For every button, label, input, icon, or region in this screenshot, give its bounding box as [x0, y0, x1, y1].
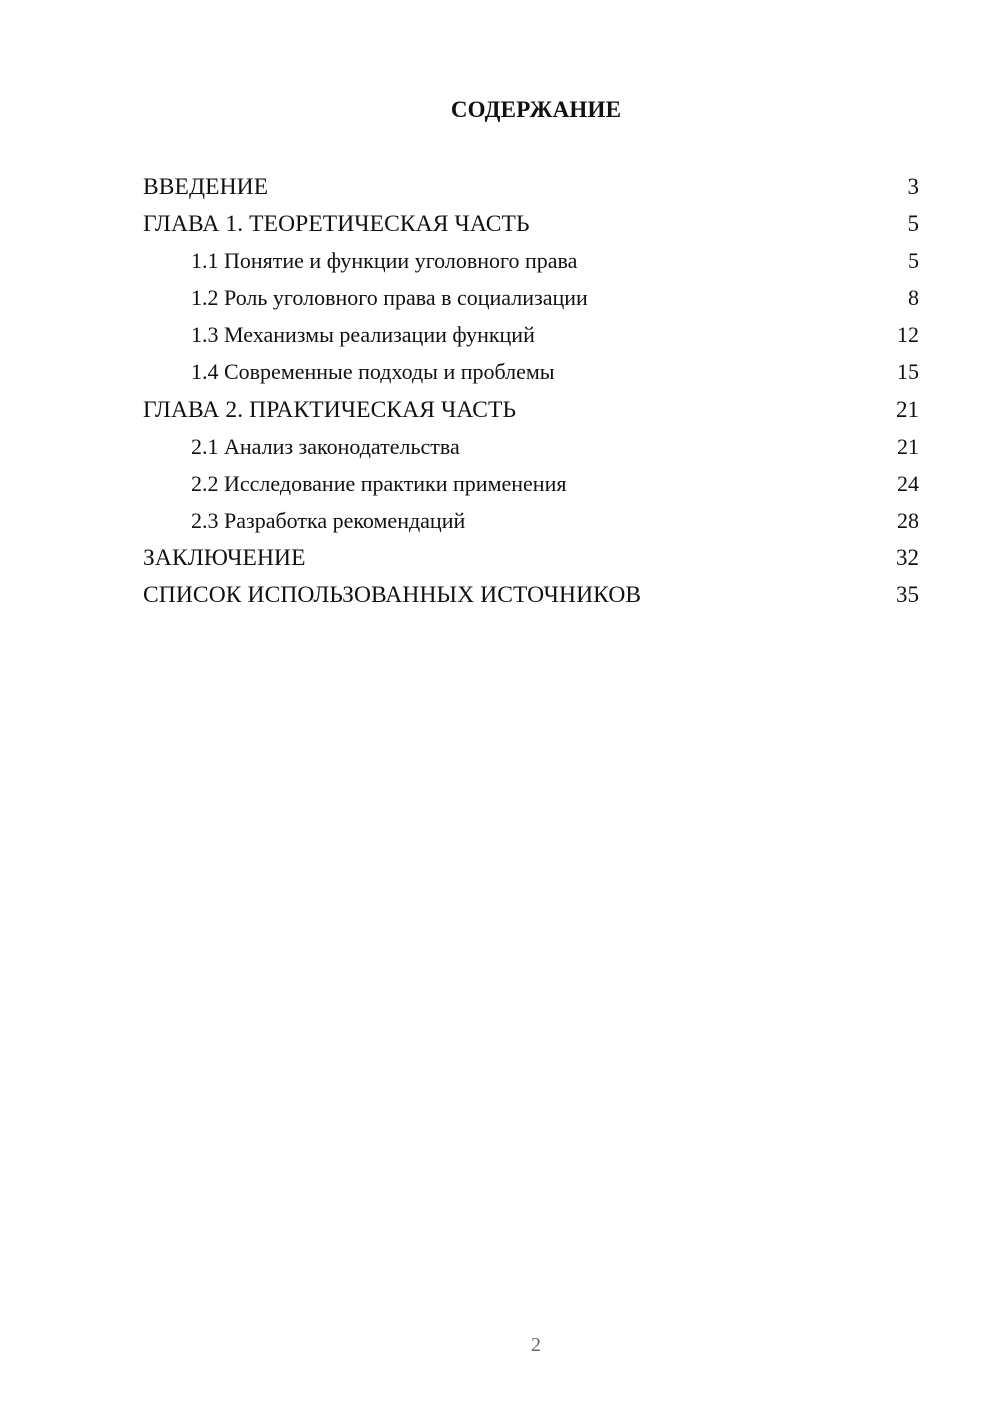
toc-item-label: ВВЕДЕНИЕ	[143, 174, 269, 200]
toc-item-page: 15	[897, 359, 919, 385]
toc-item-label: 1.3 Механизмы реализации функций	[191, 322, 535, 348]
toc-item-page: 8	[908, 285, 919, 311]
toc-item-section-2-3[interactable]	[143, 502, 919, 539]
toc-item-label: 2.3 Разработка рекомендаций	[191, 507, 466, 533]
toc-item-section-1-1[interactable]	[143, 242, 919, 279]
toc-item-page: 3	[907, 174, 919, 199]
toc-item-label: ГЛАВА 2. ПРАКТИЧЕСКАЯ ЧАСТЬ	[143, 396, 517, 423]
toc-item-label: 1.2 Роль уголовного права в социализации	[191, 285, 588, 311]
toc-item-page: 12	[897, 322, 919, 348]
toc-item-page: 21	[896, 396, 919, 422]
toc-item-chapter-2[interactable]	[143, 391, 919, 428]
toc-item-label: СПИСОК ИСПОЛЬЗОВАННЫХ ИСТОЧНИКОВ	[143, 582, 642, 609]
page-number: 2	[531, 1334, 541, 1356]
toc-item-references[interactable]	[143, 576, 919, 613]
toc-item-section-2-2[interactable]	[143, 465, 919, 502]
toc-item-page: 28	[897, 507, 919, 533]
page-title: СОДЕРЖАНИЕ	[450, 97, 622, 122]
table-of-contents	[143, 168, 919, 613]
toc-item-page: 32	[896, 544, 919, 570]
toc-item-conclusion[interactable]	[143, 539, 919, 576]
toc-item-label: 1.4 Современные подходы и проблемы	[191, 359, 555, 385]
toc-item-section-1-3[interactable]	[143, 316, 919, 353]
toc-item-label: 1.1 Понятие и функции уголовного права	[191, 248, 578, 274]
toc-item-label: ЗАКЛЮЧЕНИЕ	[143, 544, 306, 571]
toc-item-label: 2.2 Исследование практики применения	[191, 470, 567, 496]
toc-item-introduction[interactable]	[143, 168, 919, 205]
toc-item-section-1-4[interactable]	[143, 353, 919, 390]
toc-item-label: 2.1 Анализ законодательства	[191, 433, 460, 459]
toc-item-page: 35	[896, 582, 919, 608]
toc-item-page: 21	[897, 433, 919, 459]
toc-item-chapter-1[interactable]	[143, 205, 919, 242]
toc-item-section-2-1[interactable]	[143, 428, 919, 465]
toc-item-page: 5	[907, 211, 919, 237]
toc-item-section-1-2[interactable]	[143, 279, 919, 316]
toc-item-page: 5	[908, 248, 919, 274]
toc-item-page: 24	[897, 470, 919, 496]
toc-item-label: ГЛАВА 1. ТЕОРЕТИЧЕСКАЯ ЧАСТЬ	[143, 211, 530, 238]
